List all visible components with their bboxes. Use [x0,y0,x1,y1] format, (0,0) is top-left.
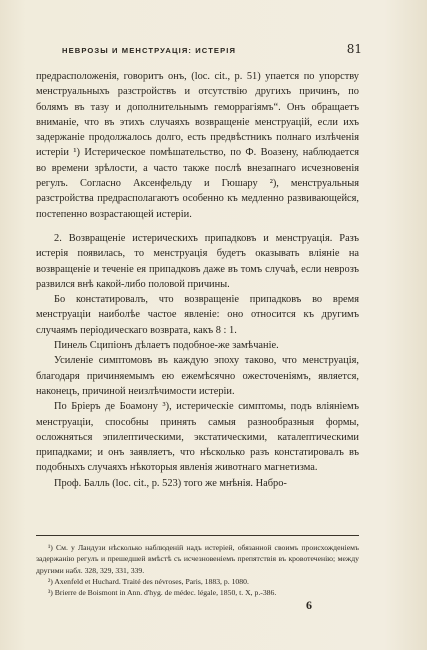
paragraph: Пинель Сципіонъ дѣлаетъ подобное-же замѣчаніе. [54,340,279,352]
paragraph: предрасположенія, говоритъ онъ, (loc. cit., p. 51) упается по упорству менструальныхъ разстройствъ и отсутствію другихъ причинъ, по болямъ въ тазу и дополнительнымъ геморрагіямъ“. Онъ обращаетъ вниманіе, что въ этихъ случаяхъ возвращеніе менструацій, если ихъ задержаніе продолжалось долго, есть предвѣстникъ полнаго излѣченія истеріи ¹) Истерическое помѣшательство, по Ф. Воазену, наблюдается во времени зрѣлости, а часто также послѣ внезапнаго исчезновенія регулъ. Согласно Аксенфельду и Гюшару ²), менструальныя разстройства предрасполагаютъ особенно къ медленно развивающейся, постепенно возрастающей истеріи. [36,71,359,220]
paragraph: Проф. Балль (loc. cit., p. 523) того же мнѣнія. Набро- [54,477,287,489]
page-number: 81 [346,42,362,56]
paragraph: 2. Возвращеніе истерическихъ припадковъ и менструація. Разъ истерія появилась, то менструація будетъ оказывать вліяніе на возвращеніе и теченіе ея припадковъ даже въ томъ случаѣ, если неврозъ развился внѣ какой-либо половой причины. [36,232,359,290]
body-text [36,69,359,491]
page-header [62,42,362,56]
footnotes [36,535,359,598]
running-title: НЕВРОЗЫ И МЕНСТРУАЦІЯ: ИСТЕРІЯ [62,46,237,55]
footnote: ³) Brierre de Boismont in Ann. d'hyg. de médec. légale, 1850, t. X, p.-386. [48,588,277,598]
footnote: ²) Axenfeld et Huchard. Traité des névroses, Paris, 1883, p. 1080. [48,576,249,586]
paragraph: Усиленіе симптомовъ въ каждую эпоху таково, что менструація, благодаря причиняемымъ ею ежемѣсячно ожесточеніямъ, является, наконецъ, причиной неизлѣчимости истеріи. [36,355,359,397]
paragraph: Бо констатировалъ, что возвращеніе припадковъ во время менструаціи наиболѣе частое явленіе: оно относится къ другимъ случаямъ періодическаго возврата, какъ 8 : 1. [36,294,359,336]
paragraph: По Бріеръ де Боамону ³), истерическіе симптомы, подъ вліяніемъ менструаціи, способны принять самыя разнообразныя формы, осложняться эпилептическими, экстатическими, каталептическими припадками; и онъ заявляетъ, что нѣсколько разъ констатировалъ въ подобныхъ случаяхъ нѣкоторыя явленія животнаго магнетизма. [36,401,359,474]
footnote: ¹) См. у Ландузи нѣсколько наблюденій надъ истеріей, обязанной своимъ происхожденіемъ задержанію регулъ и прешедшей вмѣстѣ съ исчезновеніемъ препятствія въ кровотеченію; между другими набл. 328, 329, 331, 339. [36,543,359,575]
signature-mark: 6 [306,598,312,612]
